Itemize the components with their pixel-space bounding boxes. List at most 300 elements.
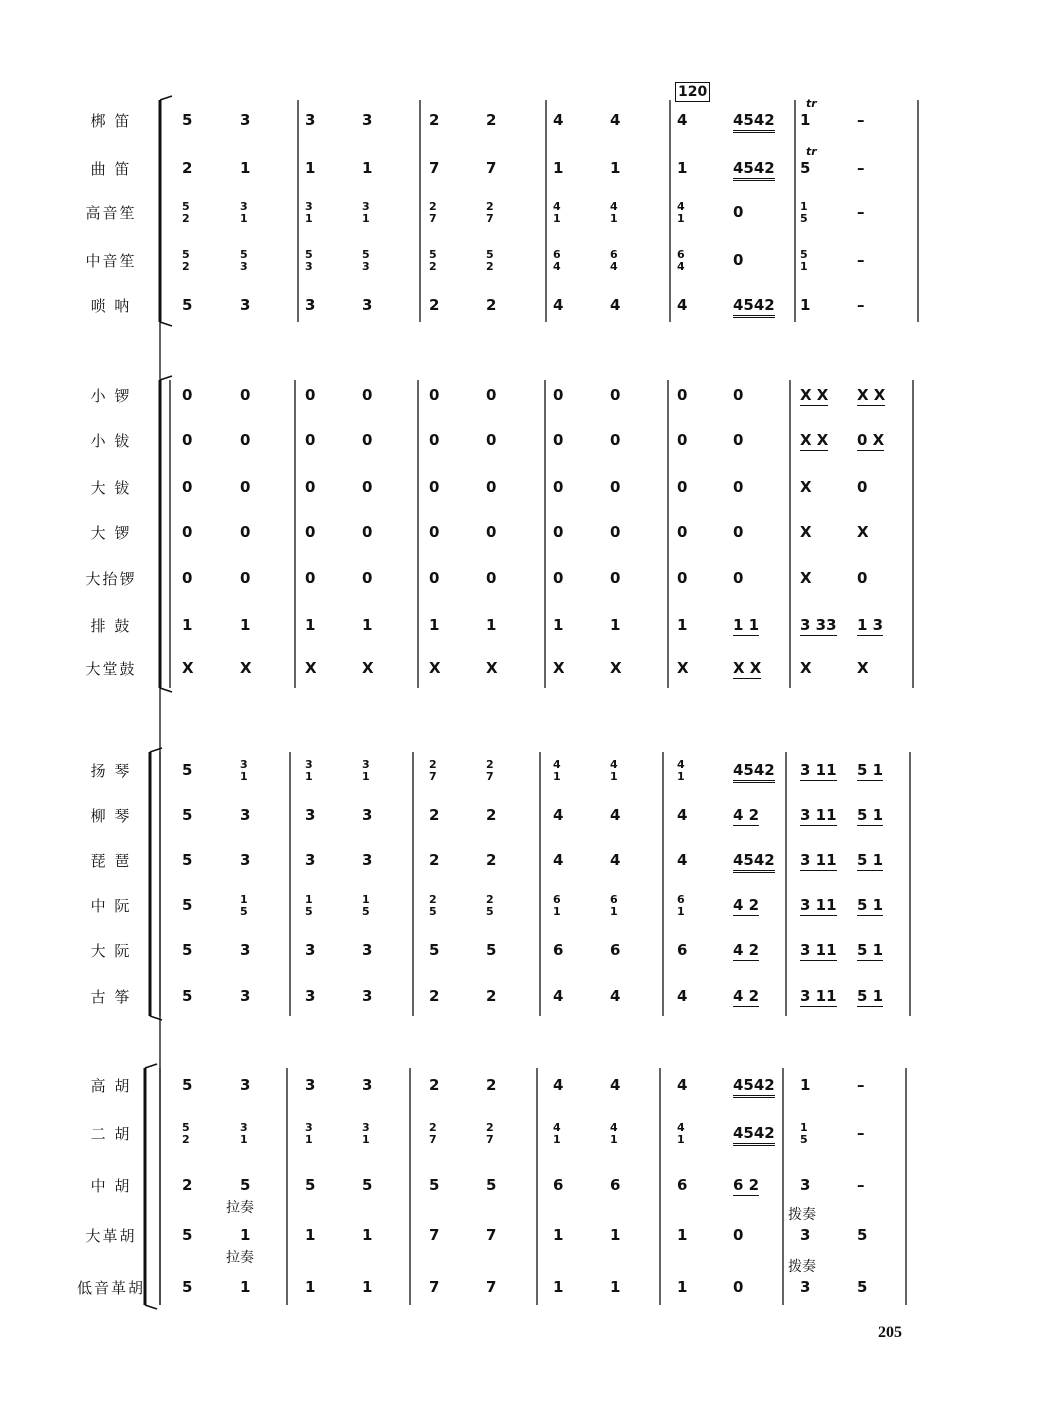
instrument-label: 大 钹	[90, 479, 132, 497]
note-cell: 4	[553, 851, 564, 869]
note-cell: 0	[733, 1278, 744, 1296]
note-cell: 2	[486, 987, 497, 1005]
note-cell: 0	[733, 523, 744, 541]
note-cell: 4 1	[610, 758, 618, 783]
note-cell: 4	[610, 987, 621, 1005]
note-cell: 2 7	[429, 758, 437, 783]
note-cell: 4 1	[677, 758, 685, 783]
note-cell: X	[486, 659, 498, 677]
note-cell: 0	[240, 386, 251, 404]
bracket-hook	[145, 1305, 157, 1309]
note-cell: 5	[182, 896, 193, 914]
note-cell: 2	[486, 806, 497, 824]
note-cell: 1	[610, 1226, 621, 1244]
note-cell: 4	[553, 296, 564, 314]
note-cell: 0	[857, 569, 868, 587]
note-cell: 2	[429, 296, 440, 314]
note-cell: 1	[677, 616, 688, 634]
note-cell: X X	[800, 431, 829, 449]
note-cell: 6 1	[677, 893, 685, 918]
note-cell: 5	[182, 111, 193, 129]
note-cell: 3	[305, 941, 316, 959]
note-cell: 0	[182, 431, 193, 449]
note-cell: 0	[553, 569, 564, 587]
note-cell: 6	[610, 1176, 621, 1194]
note-cell: 5 2	[182, 200, 190, 225]
note-cell: 1	[362, 159, 373, 177]
instrument-label: 大 锣	[90, 524, 132, 542]
note-cell: 2	[429, 111, 440, 129]
note-cell: 0	[240, 431, 251, 449]
instrument-label: 高 胡	[90, 1077, 132, 1095]
note-cell: 3 1	[305, 1121, 313, 1146]
note-cell: 1	[305, 159, 316, 177]
note-cell: X	[800, 569, 812, 587]
bracket-hook	[145, 1064, 157, 1068]
note-cell: 3	[800, 1278, 811, 1296]
note-cell: 4	[610, 111, 621, 129]
note-cell: 4 2	[733, 806, 760, 824]
note-cell: 5 2	[182, 1121, 190, 1146]
note-cell: 0	[553, 478, 564, 496]
instrument-label: 小 钹	[90, 432, 132, 450]
note-cell: 7	[429, 159, 440, 177]
note-cell: 0	[182, 523, 193, 541]
instrument-label: 琵 琶	[90, 852, 132, 870]
instrument-label: 大堂鼓	[85, 660, 137, 678]
note-cell: 1	[677, 1226, 688, 1244]
note-cell: 4	[677, 806, 688, 824]
note-cell: –	[857, 1124, 865, 1142]
note-cell: 5 3	[240, 248, 248, 273]
note-cell: 0	[733, 569, 744, 587]
note-cell: 0	[733, 203, 744, 221]
note-cell: 5 1	[857, 851, 884, 869]
note-cell: 1	[486, 616, 497, 634]
note-cell: 0	[362, 569, 373, 587]
instrument-label: 二 胡	[90, 1125, 132, 1143]
note-cell: 7	[429, 1278, 440, 1296]
instrument-label: 大 阮	[90, 942, 132, 960]
note-cell: 6 4	[677, 248, 685, 273]
note-cell: 0	[553, 523, 564, 541]
note-cell: 0	[362, 478, 373, 496]
note-cell: 5	[182, 1278, 193, 1296]
note-cell: 1 5	[305, 893, 313, 918]
note-cell: 6	[553, 941, 564, 959]
note-cell: 5	[857, 1278, 868, 1296]
arco-mark-2: 拉奏	[226, 1250, 254, 1266]
note-cell: 6	[677, 1176, 688, 1194]
note-cell: 3	[362, 987, 373, 1005]
note-cell: X	[610, 659, 622, 677]
note-cell: 1	[362, 1226, 373, 1244]
note-cell: 5 2	[182, 248, 190, 273]
note-cell: 0	[486, 431, 497, 449]
note-cell: 1 5	[240, 893, 248, 918]
note-cell: 3	[362, 806, 373, 824]
note-cell: –	[857, 111, 865, 129]
note-cell: 4	[677, 1076, 688, 1094]
instrument-label: 中 胡	[90, 1177, 132, 1195]
page-number: 205	[878, 1324, 902, 1341]
trill-mark-1: tr	[806, 97, 817, 110]
note-cell: 0	[610, 523, 621, 541]
note-cell: 2 7	[429, 200, 437, 225]
note-cell: 5	[305, 1176, 316, 1194]
note-cell: 2	[429, 1076, 440, 1094]
note-cell: 4	[610, 1076, 621, 1094]
note-cell: 3	[800, 1176, 811, 1194]
note-cell: 5	[182, 806, 193, 824]
note-cell: 3 1	[240, 758, 248, 783]
note-cell: 1	[305, 1278, 316, 1296]
pizz-mark-1: 拨奏	[788, 1207, 816, 1223]
note-cell: 3	[362, 296, 373, 314]
note-cell: 3 11	[800, 941, 837, 959]
note-cell: 6	[610, 941, 621, 959]
note-cell: 1	[305, 616, 316, 634]
note-cell: 2	[429, 806, 440, 824]
trill-mark-2: tr	[806, 145, 817, 158]
note-cell: X	[800, 523, 812, 541]
note-cell: 5 3	[305, 248, 313, 273]
note-cell: 0	[857, 478, 868, 496]
note-cell: 2 5	[486, 893, 494, 918]
note-cell: –	[857, 1176, 865, 1194]
note-cell: X	[857, 659, 869, 677]
note-cell: 5	[182, 761, 193, 779]
note-cell: 0	[486, 478, 497, 496]
note-cell: 6 1	[610, 893, 618, 918]
instrument-label: 柳 琴	[90, 807, 132, 825]
note-cell: 1	[240, 159, 251, 177]
note-cell: –	[857, 159, 865, 177]
note-cell: 4542	[733, 763, 775, 778]
note-cell: 4542	[733, 161, 775, 176]
note-cell: 3	[305, 1076, 316, 1094]
note-cell: 3	[305, 851, 316, 869]
note-cell: 6 4	[610, 248, 618, 273]
note-cell: 7	[486, 1226, 497, 1244]
note-cell: 3	[240, 1076, 251, 1094]
note-cell: 5	[240, 1176, 251, 1194]
note-cell: 5 1	[857, 987, 884, 1005]
note-cell: 1	[800, 111, 811, 129]
note-cell: 0	[733, 251, 744, 269]
note-cell: 0	[182, 386, 193, 404]
note-cell: 5 3	[362, 248, 370, 273]
note-cell: 0	[305, 478, 316, 496]
note-cell: 1	[305, 1226, 316, 1244]
note-cell: 0	[677, 569, 688, 587]
bracket-hook	[160, 376, 172, 380]
note-cell: 5 1	[857, 941, 884, 959]
note-cell: 5 1	[857, 806, 884, 824]
bracket-hook	[160, 96, 172, 100]
note-cell: X	[800, 478, 812, 496]
note-cell: 1	[800, 1076, 811, 1094]
note-cell: 1	[553, 1278, 564, 1296]
note-cell: 4 1	[677, 1121, 685, 1146]
note-cell: 5 1	[857, 761, 884, 779]
note-cell: 0	[362, 523, 373, 541]
note-cell: 1	[553, 616, 564, 634]
note-cell: 2 5	[429, 893, 437, 918]
note-cell: 1	[240, 1278, 251, 1296]
note-cell: X	[362, 659, 374, 677]
note-cell: 5	[182, 296, 193, 314]
note-cell: 5	[182, 941, 193, 959]
note-cell: –	[857, 296, 865, 314]
note-cell: 4	[677, 851, 688, 869]
note-cell: 4 1	[553, 200, 561, 225]
note-cell: 4	[677, 111, 688, 129]
note-cell: 3	[240, 941, 251, 959]
note-cell: 0	[677, 523, 688, 541]
note-cell: 7	[429, 1226, 440, 1244]
note-cell: 2	[429, 851, 440, 869]
instrument-label: 中 阮	[90, 897, 132, 915]
note-cell: 6 2	[733, 1176, 760, 1194]
note-cell: 0	[677, 478, 688, 496]
note-cell: 2	[182, 1176, 193, 1194]
note-cell: 0	[362, 431, 373, 449]
note-cell: 1	[677, 159, 688, 177]
note-cell: 5	[800, 159, 811, 177]
note-cell: 2	[486, 851, 497, 869]
note-cell: X X	[800, 386, 829, 404]
note-cell: 1	[610, 616, 621, 634]
note-cell: 3 1	[305, 200, 313, 225]
instrument-label: 排 鼓	[90, 617, 132, 635]
note-cell: 3	[240, 111, 251, 129]
note-cell: 3	[240, 987, 251, 1005]
rehearsal-mark: 120	[675, 82, 710, 102]
note-cell: 3	[800, 1226, 811, 1244]
note-cell: 0	[733, 1226, 744, 1244]
note-cell: X	[553, 659, 565, 677]
note-cell: 0	[553, 431, 564, 449]
note-cell: 1	[362, 616, 373, 634]
note-cell: 0	[610, 478, 621, 496]
note-cell: 6 1	[553, 893, 561, 918]
instrument-label: 曲 笛	[90, 160, 132, 178]
instrument-label: 高音笙	[85, 204, 137, 222]
note-cell: 4	[610, 851, 621, 869]
note-cell: 5 2	[429, 248, 437, 273]
note-cell: 0	[429, 431, 440, 449]
note-cell: 5	[182, 1076, 193, 1094]
note-cell: 2 7	[429, 1121, 437, 1146]
note-cell: 0	[677, 431, 688, 449]
bracket-hook	[160, 322, 172, 326]
note-cell: X	[677, 659, 689, 677]
note-cell: 4542	[733, 1078, 775, 1093]
note-cell: 0	[610, 386, 621, 404]
note-cell: X	[182, 659, 194, 677]
note-cell: 6	[553, 1176, 564, 1194]
note-cell: 2 7	[486, 1121, 494, 1146]
instrument-label: 扬 琴	[90, 762, 132, 780]
note-cell: 1	[610, 159, 621, 177]
note-cell: 3	[240, 296, 251, 314]
note-cell: 5	[429, 1176, 440, 1194]
note-cell: 4 2	[733, 896, 760, 914]
note-cell: 0	[429, 386, 440, 404]
note-cell: 4 1	[553, 1121, 561, 1146]
note-cell: 3	[240, 851, 251, 869]
note-cell: 0	[240, 478, 251, 496]
note-cell: 0	[305, 431, 316, 449]
note-cell: 4	[553, 111, 564, 129]
note-cell: 0	[240, 523, 251, 541]
note-cell: 6 4	[553, 248, 561, 273]
note-cell: 0	[362, 386, 373, 404]
note-cell: 1	[677, 1278, 688, 1296]
note-cell: 1	[553, 1226, 564, 1244]
note-cell: 2 7	[486, 200, 494, 225]
note-cell: 4542	[733, 1126, 775, 1141]
note-cell: 1	[610, 1278, 621, 1296]
note-cell: 3 1	[362, 1121, 370, 1146]
note-cell: –	[857, 1076, 865, 1094]
note-cell: 0	[610, 569, 621, 587]
note-cell: 0	[182, 569, 193, 587]
note-cell: 2	[486, 296, 497, 314]
instrument-label: 大抬锣	[85, 570, 137, 588]
note-cell: 3 1	[240, 200, 248, 225]
note-cell: 0	[486, 523, 497, 541]
instrument-label: 中音笙	[85, 252, 137, 270]
note-cell: 3 1	[362, 200, 370, 225]
note-cell: 4	[610, 806, 621, 824]
note-cell: 4 2	[733, 941, 760, 959]
note-cell: 5	[486, 1176, 497, 1194]
note-cell: 4 1	[610, 1121, 618, 1146]
note-cell: 1 5	[800, 1121, 808, 1146]
note-cell: 3	[362, 1076, 373, 1094]
note-cell: 4542	[733, 853, 775, 868]
note-cell: 1 5	[362, 893, 370, 918]
note-cell: X X	[857, 386, 886, 404]
note-cell: 2	[182, 159, 193, 177]
note-cell: 0	[486, 386, 497, 404]
note-cell: 3	[305, 806, 316, 824]
note-cell: 4	[553, 1076, 564, 1094]
bracket-hook	[160, 688, 172, 692]
note-cell: 0	[429, 523, 440, 541]
note-cell: 5 1	[857, 896, 884, 914]
note-cell: 3	[240, 806, 251, 824]
note-cell: X	[857, 523, 869, 541]
instrument-label: 低音革胡	[76, 1279, 145, 1297]
note-cell: 0	[305, 386, 316, 404]
note-cell: 3	[305, 111, 316, 129]
note-cell: 0	[677, 386, 688, 404]
note-cell: 0	[733, 478, 744, 496]
note-cell: 1	[240, 1226, 251, 1244]
note-cell: 4 1	[553, 758, 561, 783]
note-cell: 2	[429, 987, 440, 1005]
instrument-label: 大革胡	[85, 1227, 137, 1245]
arco-mark-1: 拉奏	[226, 1200, 254, 1216]
note-cell: 5	[429, 941, 440, 959]
note-cell: 0	[182, 478, 193, 496]
note-cell: 5	[486, 941, 497, 959]
note-cell: 4542	[733, 113, 775, 128]
note-cell: 2 7	[486, 758, 494, 783]
note-cell: 5 2	[486, 248, 494, 273]
note-cell: 4	[553, 806, 564, 824]
pizz-mark-2: 拨奏	[788, 1259, 816, 1275]
note-cell: 3	[362, 111, 373, 129]
note-cell: –	[857, 203, 865, 221]
note-cell: 3 11	[800, 851, 837, 869]
instrument-label: 古 筝	[90, 988, 132, 1006]
note-cell: 0	[305, 523, 316, 541]
instrument-label: 小 锣	[90, 387, 132, 405]
note-cell: 4 1	[610, 200, 618, 225]
note-cell: 0	[240, 569, 251, 587]
note-cell: 5 1	[800, 248, 808, 273]
note-cell: 3	[362, 851, 373, 869]
note-cell: 2	[486, 111, 497, 129]
note-cell: 1	[240, 616, 251, 634]
note-cell: 4 2	[733, 987, 760, 1005]
note-cell: 4	[677, 987, 688, 1005]
note-cell: 6	[677, 941, 688, 959]
note-cell: 5	[182, 987, 193, 1005]
note-cell: X	[429, 659, 441, 677]
note-cell: 1	[182, 616, 193, 634]
note-cell: 1	[429, 616, 440, 634]
note-cell: 4	[553, 987, 564, 1005]
note-cell: 0	[733, 386, 744, 404]
note-cell: X	[800, 659, 812, 677]
note-cell: 3 11	[800, 896, 837, 914]
note-cell: 3	[305, 987, 316, 1005]
instrument-label: 唢 呐	[90, 297, 132, 315]
note-cell: 4 1	[677, 200, 685, 225]
note-cell: 0 X	[857, 431, 885, 449]
note-cell: 7	[486, 159, 497, 177]
note-cell: 1	[800, 296, 811, 314]
note-cell: 3 11	[800, 806, 837, 824]
note-cell: 1 3	[857, 616, 884, 634]
note-cell: 0	[486, 569, 497, 587]
note-cell: 0	[305, 569, 316, 587]
note-cell: 0	[429, 478, 440, 496]
instrument-label: 梆 笛	[90, 112, 132, 130]
note-cell: 5	[182, 1226, 193, 1244]
note-cell: 7	[486, 1278, 497, 1296]
note-cell: 2	[486, 1076, 497, 1094]
note-cell: X	[240, 659, 252, 677]
note-cell: 5	[182, 851, 193, 869]
note-cell: –	[857, 251, 865, 269]
note-cell: 3 11	[800, 987, 837, 1005]
note-cell: 0	[553, 386, 564, 404]
note-cell: 4	[677, 296, 688, 314]
note-cell: 0	[610, 431, 621, 449]
note-cell: 3 33	[800, 616, 837, 634]
note-cell: 1 5	[800, 200, 808, 225]
note-cell: 1 1	[733, 616, 760, 634]
note-cell: 0	[429, 569, 440, 587]
note-cell: 5	[362, 1176, 373, 1194]
note-cell: X X	[733, 659, 762, 677]
